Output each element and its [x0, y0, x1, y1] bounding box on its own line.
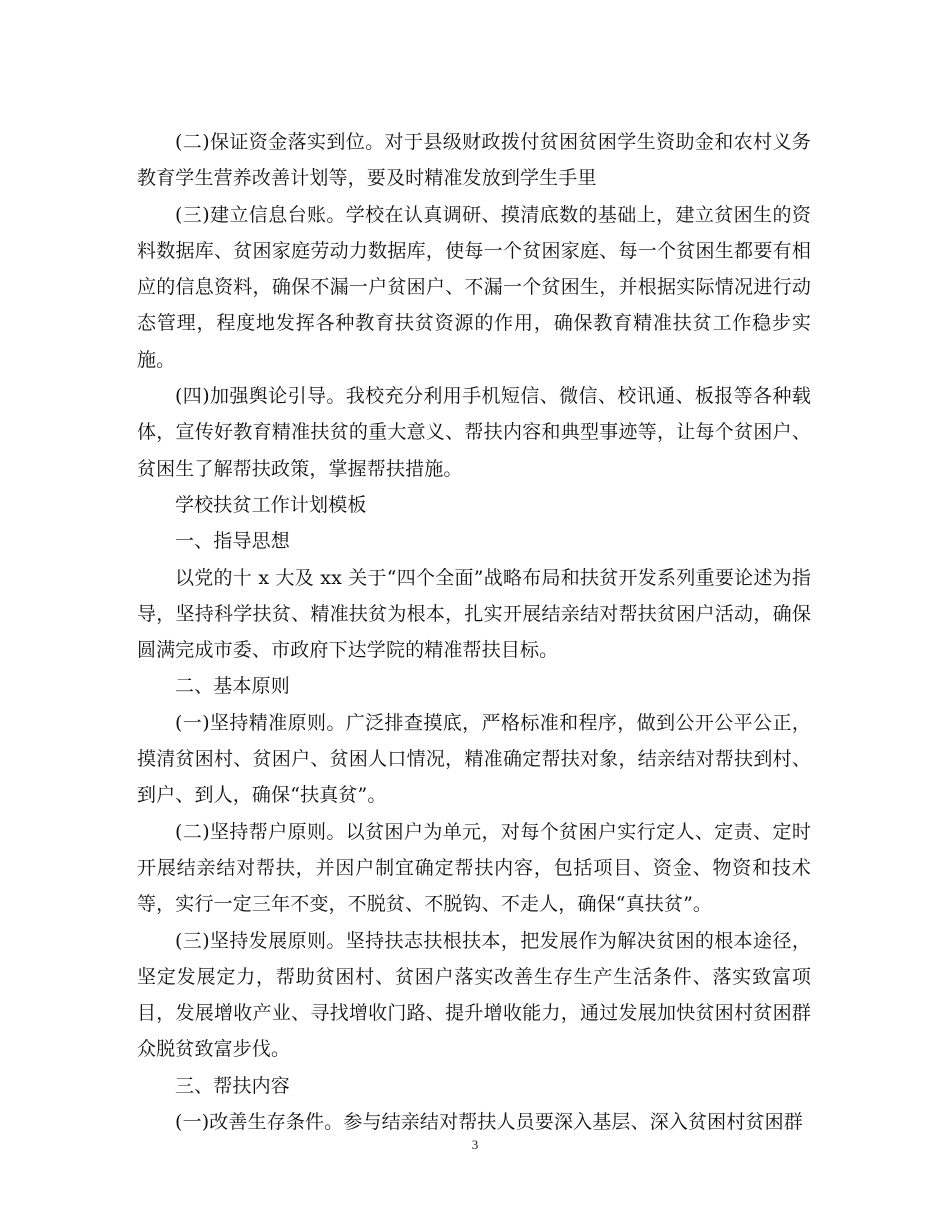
paragraph: 二、基本原则: [175, 675, 290, 698]
paragraph: 一、指导思想: [175, 530, 290, 553]
paragraph: (一)坚持精准原则。广泛排查摸底，严格标准和程序，做到公开公平公正，摸清贫困村、贫困户、贫困人口情况，精准确定帮扶对象，结亲结对帮扶到村、到户、到人，确保“扶真贫”。: [137, 711, 811, 807]
paragraph: (三)坚持发展原则。坚持扶志扶根扶本，把发展作为解决贫困的根本途径，坚定发展定力，帮助贫困村、贫困户落实改善生存生产生活条件、落实致富项目，发展增收产业、寻找增收门路、提升增收能力，通过发展加快贫困村贫困群众脱贫致富步伐。: [137, 929, 811, 1061]
paragraph: (二)坚持帮户原则。以贫困户为单元，对每个贫困户实行定人、定责、定时开展结亲结对帮扶，并因户制宜确定帮扶内容，包括项目、资金、物资和技术等，实行一定三年不变，不脱贫、不脱钩、不走人，确保“真扶贫”。: [137, 820, 811, 916]
document-body: [137, 124, 811, 1140]
page-number: 3: [471, 1137, 479, 1152]
paragraph: 以党的十 x 大及 xx 关于“四个全面”战略布局和扶贫开发系列重要论述为指导，坚持科学扶贫、精准扶贫为根本，扎实开展结亲结对帮扶贫困户活动，确保圆满完成市委、市政府下达学院的精准帮扶目标。: [137, 566, 811, 662]
paragraph: 三、帮扶内容: [175, 1074, 290, 1097]
paragraph: (二)保证资金落实到位。对于县级财政拨付贫困贫困学生资助金和农村义务教育学生营养改善计划等，要及时精准发放到学生手里: [137, 131, 811, 190]
paragraph: (三)建立信息台账。学校在认真调研、摸清底数的基础上，建立贫困生的资料数据库、贫困家庭劳动力数据库，使每一个贫困家庭、每一个贫困生都要有相应的信息资料，确保不漏一户贫困户、不漏一个贫困生，并根据实际情况进行动态管理，程度地发挥各种教育扶贫资源的作用，确保教育精准扶贫工作稳步实施。: [137, 203, 811, 371]
paragraph: (一)改善生存条件。参与结亲结对帮扶人员要深入基层、深入贫困村贫困群: [175, 1111, 803, 1134]
paragraph: 学校扶贫工作计划模板: [175, 493, 367, 516]
paragraph: (四)加强舆论引导。我校充分利用手机短信、微信、校讯通、板报等各种载体，宣传好教育精准扶贫的重大意义、帮扶内容和典型事迹等，让每个贫困户、贫困生了解帮扶政策，掌握帮扶措施。: [137, 385, 811, 480]
